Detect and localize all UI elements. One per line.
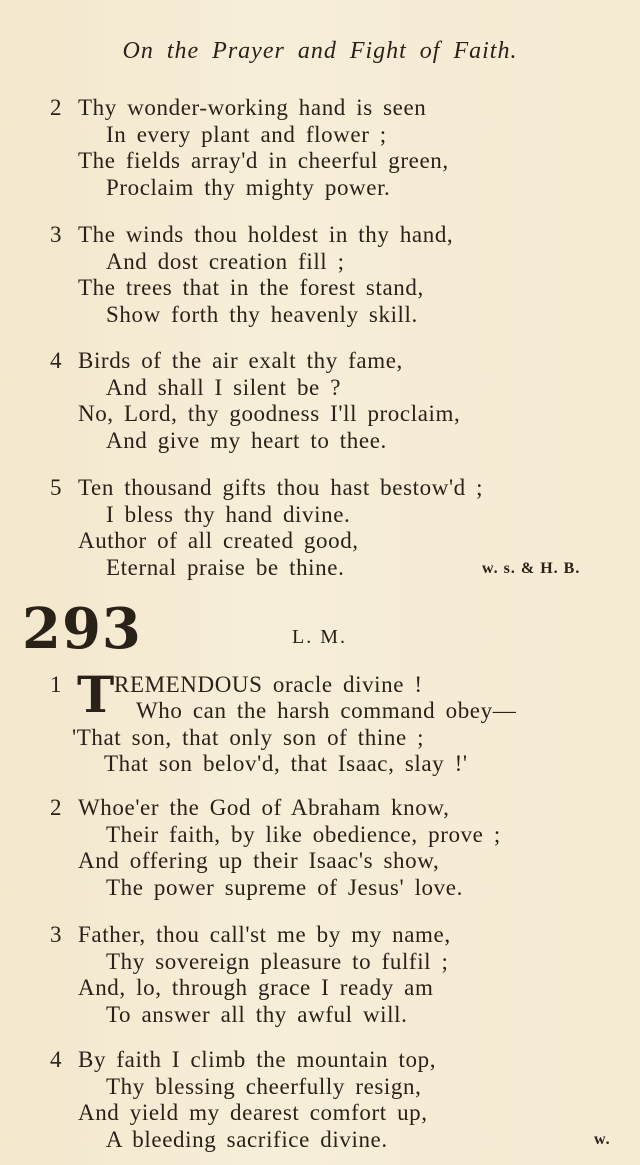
stanza-line: The fields array'd in cheerful green,	[78, 148, 449, 173]
stanza-number: 2	[50, 795, 63, 820]
verse-text: By faith I climb the mountain top,	[78, 1047, 437, 1072]
stanza-number: 2	[50, 95, 63, 120]
stanza-line: The trees that in the forest stand,	[78, 275, 424, 300]
verse-text: Ten thousand gifts thou hast bestow'd ;	[78, 475, 484, 500]
hymn-292-attribution: w. s. & H. B.	[482, 560, 581, 577]
hymn-number: 293	[22, 596, 142, 662]
page-header: On the Prayer and Fight of Faith.	[122, 38, 518, 64]
stanza-line: And yield my dearest comfort up,	[78, 1100, 428, 1125]
hymn-293-stanza-3	[50, 922, 630, 1028]
stanza-line	[50, 475, 630, 502]
verse-text: Thy wonder-working hand is seen	[78, 95, 427, 120]
stanza-number: 4	[50, 1047, 63, 1072]
stanza-line	[50, 222, 630, 249]
verse-text: REMENDOUS oracle divine !	[114, 672, 423, 697]
hymn-292-stanza-4	[50, 348, 630, 454]
stanza-line: Proclaim thy mighty power.	[106, 174, 391, 200]
stanza-number: 3	[50, 222, 63, 247]
stanza-line	[50, 922, 630, 949]
stanza-line: That son belov'd, that Isaac, slay !'	[104, 751, 468, 776]
stanza-number: 3	[50, 922, 63, 947]
hymn-292-stanza-3	[50, 222, 630, 328]
stanza-line: 'That son, that only son of thine ;	[72, 724, 425, 750]
hymn-293-attribution: w.	[594, 1131, 611, 1148]
verse-text: The winds thou holdest in thy hand,	[78, 222, 454, 247]
stanza-line: No, Lord, thy goodness I'll proclaim,	[78, 401, 461, 426]
stanza-line: And offering up their Isaac's show,	[78, 848, 440, 873]
stanza-line: I bless thy hand divine.	[106, 501, 351, 527]
stanza-line: And shall I silent be ?	[106, 374, 342, 400]
hymn-meter: L. M.	[292, 626, 347, 648]
verse-text: Birds of the air exalt thy fame,	[78, 348, 403, 373]
stanza-line: Their faith, by like obedience, prove ;	[106, 821, 501, 847]
verse-text: Whoe'er the God of Abraham know,	[78, 795, 450, 820]
stanza-line	[50, 95, 630, 122]
stanza-line: Show forth thy heavenly skill.	[106, 301, 418, 327]
stanza-line: And, lo, through grace I ready am	[78, 975, 434, 1000]
stanza-line: The power supreme of Jesus' love.	[106, 874, 463, 900]
stanza-line: Thy blessing cheerfully resign,	[106, 1073, 422, 1099]
stanza-line: To answer all thy awful will.	[106, 1001, 408, 1027]
stanza-line: Who can the harsh command obey—	[136, 698, 517, 723]
stanza-line: And give my heart to thee.	[106, 427, 387, 453]
stanza-line	[50, 348, 630, 375]
stanza-line: Author of all created good,	[78, 528, 359, 553]
stanza-line: Eternal praise be thine.	[106, 554, 345, 580]
verse-text: Father, thou call'st me by my name,	[78, 922, 451, 947]
drop-cap: T	[77, 665, 115, 724]
stanza-line: Thy sovereign pleasure to fulfil ;	[106, 948, 449, 974]
hymn-293-stanza-4	[50, 1047, 630, 1153]
stanza-line: And dost creation fill ;	[106, 248, 345, 274]
stanza-number: 1	[50, 672, 62, 697]
hymn-292-stanza-2	[50, 95, 630, 201]
hymn-293-stanza-2	[50, 795, 630, 901]
stanza-number: 5	[50, 475, 63, 500]
stanza-line: A bleeding sacrifice divine.	[106, 1126, 388, 1152]
stanza-line: In every plant and flower ;	[106, 121, 387, 147]
stanza-line	[50, 1047, 630, 1074]
stanza-line	[50, 795, 630, 822]
stanza-number: 4	[50, 348, 63, 373]
hymn-293-stanza-1-rest	[50, 698, 630, 778]
